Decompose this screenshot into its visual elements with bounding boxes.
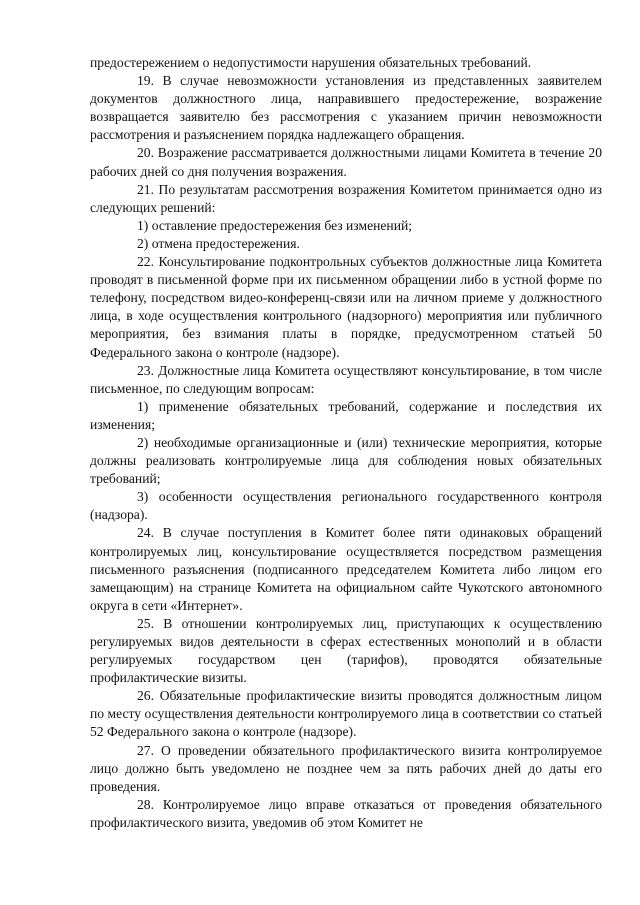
list-item-23-2: 2) необходимые организационные и (или) технические мероприятия, которые должны реализовать контролируемые лица для соблюдения новых обязательных требований; (90, 434, 602, 487)
list-item-23-3: 3) особенности осуществления регионального государственного контроля (надзора). (90, 489, 602, 523)
list-item-21-1: 1) оставление предостережения без изменений; (137, 217, 413, 233)
paragraph-26: 26. Обязательные профилактические визиты проводятся должностным лицом по месту осуществления деятельности контролируемого лица в соответствии со статьей 52 Федерального закона о контроле (надзоре). (90, 688, 602, 740)
paragraph-18-tail: предостережением о недопустимости нарушения обязательных требований. (90, 55, 532, 70)
list-item-23-1: 1) применение обязательных требований, содержание и последствия их изменения; (90, 398, 602, 432)
paragraph-23: 23. Должностные лица Комитета осуществляют консультирование, в том числе письменное, по следующим вопросам: (90, 362, 602, 396)
paragraph-28: 28. Контролируемое лицо вправе отказаться от проведения обязательного профилактического визита, уведомив об этом Комитет не (90, 796, 602, 830)
paragraph-21: 21. По результатам рассмотрения возражения Комитетом принимается одно из следующих решений: (90, 181, 602, 215)
list-item-21-2: 2) отмена предостережения. (137, 235, 300, 251)
paragraph-22: 22. Консультирование подконтрольных субъектов должностные лица Комитета проводят в письменной форме при их письменном обращении либо в устной форме по телефону, посредством видео-конференц-связи или на личном приеме у должностного лица, в ходе осуществления контрольного (надзорного) мероприятия или публичного мероприятия, без взимания платы в порядке, предусмотренном статьей 50 Федерального закона о контроле (надзоре). (90, 254, 602, 360)
paragraph-20: 20. Возражение рассматривается должностными лицами Комитета в течение 20 рабочих дней со дня получения возражения. (90, 145, 602, 179)
paragraph-19: 19. В случае невозможности установления из представленных заявителем документов должностного лица, направившего предостережение, возражение возвращается заявителю без рассмотрения с указанием причин невозможности рассмотрения и разъяснением порядка надлежащего обращения. (90, 73, 602, 143)
paragraph-25: 25. В отношении контролируемых лиц, приступающих к осуществлению регулируемых видов деятельности в сферах естественных монополий и в области регулируемых государством цен (тарифов), проводятся обязательные профилактические визиты. (90, 615, 602, 686)
paragraph-27: 27. О проведении обязательного профилактического визита контролируемое лицо должно быть уведомлено не позднее чем за пять рабочих дней до даты его проведения. (90, 742, 602, 794)
paragraph-24: 24. В случае поступления в Комитет более пяти одинаковых обращений контролируемых лиц, консультирование осуществляется посредством размещения письменного разъяснения (подписанного председателем Комитета либо лицом его замещающим) на странице Комитета на официальном сайте Чукотского автономного округа в сети «Интернет». (90, 525, 602, 613)
